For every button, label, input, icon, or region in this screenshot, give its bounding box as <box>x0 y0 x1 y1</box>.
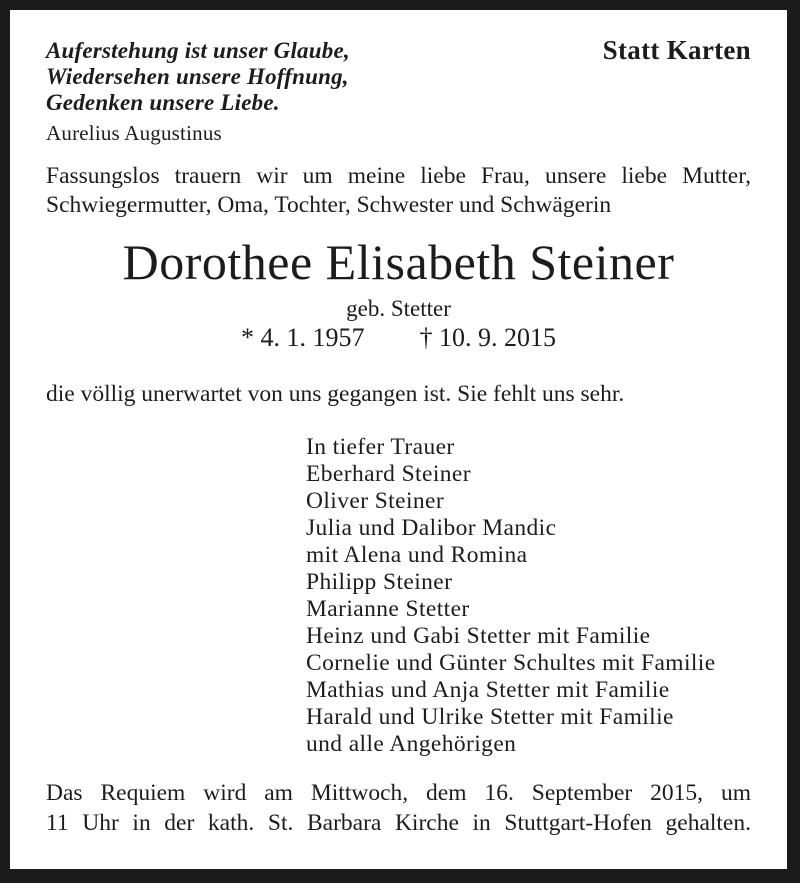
death-date: † 10. 9. 2015 <box>419 323 556 352</box>
mourner: mit Alena und Romina <box>306 542 528 568</box>
epigraph-line-1: Auferstehung ist unser Glaube, <box>46 38 350 63</box>
farewell-sentence: die völlig unerwartet von uns gegangen ist. Sie fehlt uns sehr. <box>46 381 625 407</box>
mourner: Mathias und Anja Stetter mit Familie <box>306 677 670 703</box>
closing-paragraph <box>46 778 751 838</box>
mourning-block <box>306 434 716 758</box>
deceased-name: Dorothee Elisabeth Steiner <box>122 234 675 290</box>
epigraph-attribution: Aurelius Augustinus <box>46 121 222 145</box>
mourner: Marianne Stetter <box>306 596 470 622</box>
intro-paragraph <box>46 162 751 220</box>
mourner: Heinz und Gabi Stetter mit Familie <box>306 623 651 649</box>
maiden-name: geb. Stetter <box>346 296 451 321</box>
mourner: Cornelie und Günter Schultes mit Familie <box>306 650 716 676</box>
intro-line-2: Schwiegermutter, Oma, Tochter, Schwester und Schwägerin <box>46 192 612 218</box>
statt-karten-note: Statt Karten <box>602 35 751 65</box>
mourner: Philipp Steiner <box>306 569 453 595</box>
mourning-label: In tiefer Trauer <box>306 434 455 460</box>
closing-line-1: Das Requiem wird am Mittwoch, dem 16. September 2015, um <box>46 780 751 806</box>
mourner: Eberhard Steiner <box>306 461 471 487</box>
mourner: Julia und Dalibor Mandic <box>306 515 557 541</box>
epigraph-line-2: Wiedersehen unsere Hoffnung, <box>46 64 349 89</box>
mourner: Oliver Steiner <box>306 488 445 514</box>
life-dates <box>10 323 787 353</box>
epigraph <box>46 38 350 146</box>
epigraph-line-3: Gedenken unsere Liebe. <box>46 90 280 115</box>
mourner: Harald und Ulrike Stetter mit Familie <box>306 704 674 730</box>
intro-line-1: Fassungslos trauern wir um meine liebe Frau, unsere liebe Mutter, <box>46 163 751 189</box>
birth-date: * 4. 1. 1957 <box>241 323 365 352</box>
closing-line-2: 11 Uhr in der kath. St. Barbara Kirche in Stuttgart-Hofen gehalten. <box>46 810 751 836</box>
mourner: und alle Angehörigen <box>306 731 517 757</box>
